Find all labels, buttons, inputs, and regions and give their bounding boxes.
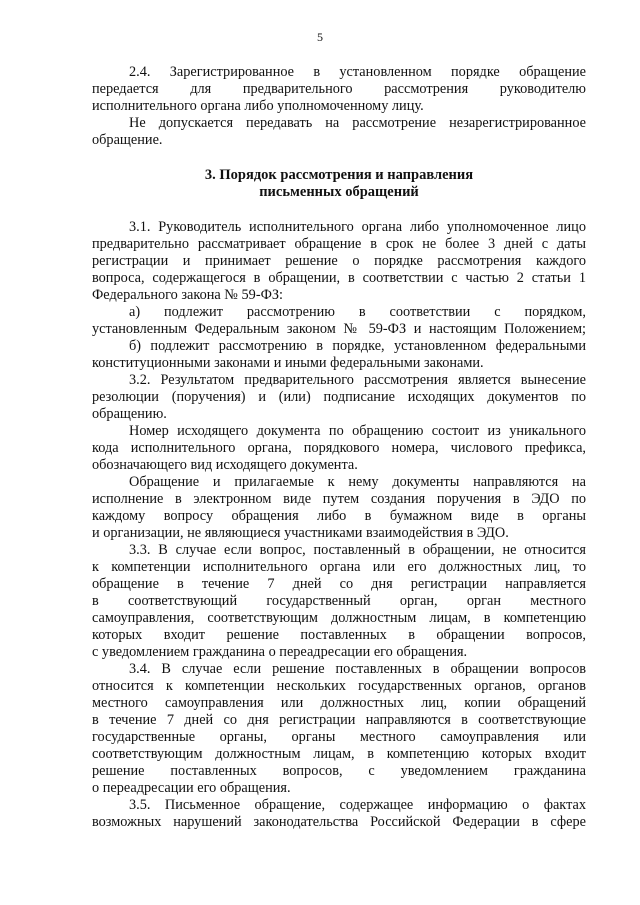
text-line: относится к компетенции нескольких государственных органов, органов [92, 678, 586, 694]
text-line: которых входит решение поставленных в обращении вопросов, [92, 627, 586, 643]
text-line: а) подлежит рассмотрению в соответствии с порядком, [129, 304, 586, 320]
text-line: Федерального закона № 59-ФЗ: [92, 287, 284, 303]
text-line: 3.3. В случае если вопрос, поставленный в обращении, не относится [129, 542, 586, 558]
section-heading-line-1: 3. Порядок рассмотрения и направления [204, 167, 474, 183]
text-line: решение поставленных вопросов, с уведомлением гражданина [92, 763, 586, 779]
text-line: к компетенции исполнительного органа или его должностных лиц, то [92, 559, 586, 575]
text-line: исполнение в электронном виде путем создания поручения в ЭДО по [92, 491, 586, 507]
text-line: возможных нарушений законодательства Российской Федерации в сфере [92, 814, 586, 830]
text-line: предварительно рассматривает обращение в срок не более 3 дней с даты [92, 236, 586, 252]
text-line: о переадресации его обращения. [92, 780, 291, 796]
text-line: кода исполнительного органа, порядкового номера, числового префикса, [92, 440, 586, 456]
text-line: исполнительного органа либо уполномоченному лицу. [92, 98, 424, 114]
text-line: обозначающего вид исходящего документа. [92, 457, 358, 473]
text-line: местного самоуправления или должностных лиц, копии обращений [92, 695, 586, 711]
text-line: с уведомлением гражданина о переадресации его обращения. [92, 644, 468, 660]
text-line: обращение в течение 7 дней со дня регистрации направляется [92, 576, 586, 592]
text-line: 3.2. Результатом предварительного рассмотрения является вынесение [129, 372, 586, 388]
text-line: обращению. [92, 406, 167, 422]
text-line: установленным Федеральным законом № 59-ФЗ и настоящим Положением; [92, 321, 586, 337]
text-line: резолюции (поручения) и (или) подписание исходящих документов по [92, 389, 586, 405]
text-line: Обращение и прилагаемые к нему документы направляются на [129, 474, 586, 490]
text-line: 3.5. Письменное обращение, содержащее информацию о фактах [129, 797, 586, 813]
text-line: передается для предварительного рассмотрения руководителю [92, 81, 586, 97]
text-line: государственные органы, органы местного самоуправления или [92, 729, 586, 745]
text-line: обращение. [92, 132, 163, 148]
text-line: в соответствующий государственный орган, орган местного [92, 593, 586, 609]
text-line: соответствующим должностным лицам, в компетенцию которых входит [92, 746, 586, 762]
text-line: конституционными законами и иными федеральными законами. [92, 355, 484, 371]
text-line: б) подлежит рассмотрению в порядке, установленном федеральными [129, 338, 586, 354]
section-heading-line-2: письменных обращений [259, 184, 419, 200]
text-line: Номер исходящего документа по обращению состоит из уникального [129, 423, 586, 439]
text-line: в течение 7 дней со дня регистрации направляются в соответствующие [92, 712, 586, 728]
text-line: 3.4. В случае если решение поставленных в обращении вопросов [129, 661, 586, 677]
text-line: 2.4. Зарегистрированное в установленном порядке обращение [129, 64, 586, 80]
text-line: самоуправления, соответствующим должностным лицам, в компетенцию [92, 610, 586, 626]
text-line: регистрации и принимает решение о порядке рассмотрения каждого [92, 253, 586, 269]
text-line: 3.1. Руководитель исполнительного органа либо уполномоченное лицо [129, 219, 586, 235]
text-line: Не допускается передавать на рассмотрение незарегистрированное [129, 115, 586, 131]
page-number: 5 [317, 30, 323, 44]
text-line: каждому вопросу обращения либо в бумажном виде в органы [92, 508, 586, 524]
text-line: и организации, не являющиеся участниками взаимодействия в ЭДО. [92, 525, 509, 541]
text-line: вопроса, содержащегося в обращении, в соответствии с частью 2 статьи 1 [92, 270, 586, 286]
